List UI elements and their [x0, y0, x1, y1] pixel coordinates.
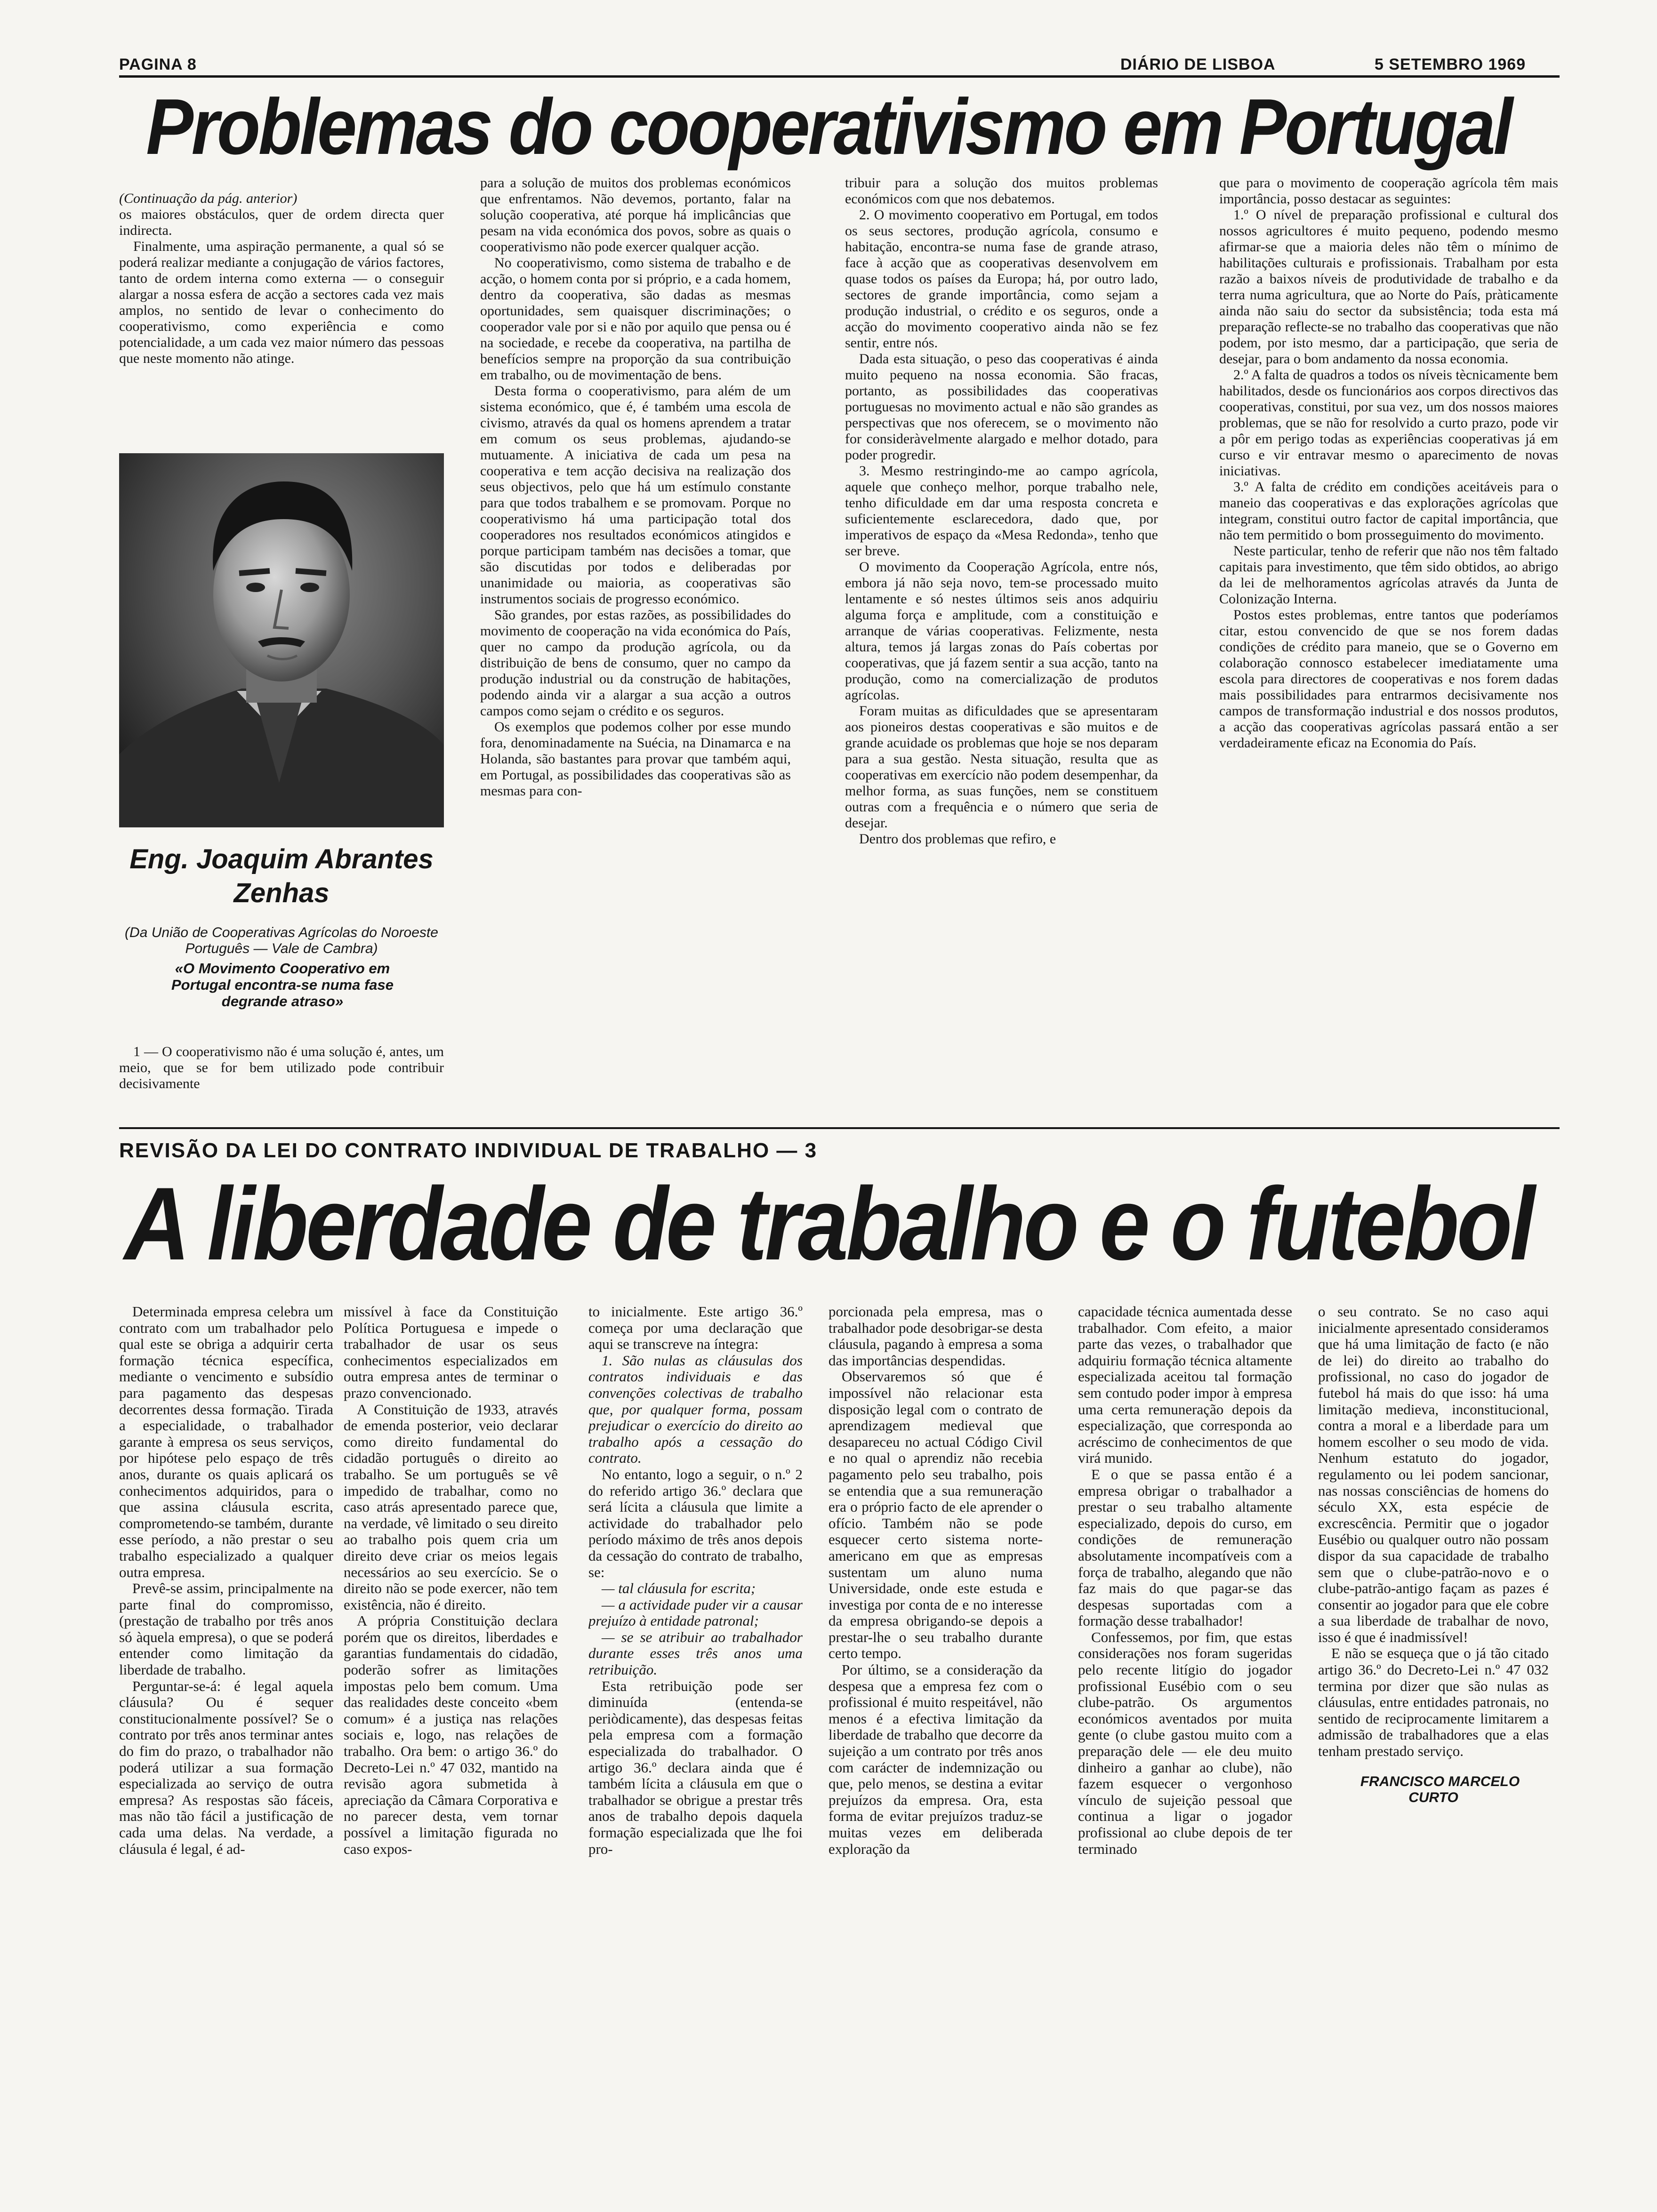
paragraph: Confessemos, por fim, que estas considerações nos foram sugeridas pelo recente litígio do jogador profissional Eusébio com o seu clube-patrão. Os argumentos económicos aventados por muita gente (o clube gastou muito com a preparação dele — ele deu muito dinheiro a ganhar ao clube), não fazem esquecer o vergonhoso vínculo de sujeição pessoal que continua a ligar o jogador profissional ao clube depois de ter terminado [1078, 1628, 1292, 1857]
paragraph: Determinada empresa celebra um contrato com um trabalhador pelo qual este se obriga a adquirir certa formação técnica específica, mediante o vencimento e subsídio para pagamento das despesas decorrentes dessa formação. Tirada a especialidade, o trabalhador garante à empresa os seus serviços, por hipótese pelo espaço de três anos, durante os quais aplicará os conhecimentos adquiridos, para o que assina cláusula escrita, comprometendo-se também, durante esse período, a não prestar o seu trabalho especializado a qualquer outra empresa. [119, 1304, 333, 1580]
paragraph: tribuir para a solução dos muitos problemas económicos com que nos debatemos. [845, 175, 1158, 207]
quote-item: — a actividade puder vir a causar prejuízo à entidade patronal; [588, 1596, 803, 1629]
paragraph: 1 — O cooperativismo não é uma solução é, antes, um meio, que se for bem utilizado pode contribuir decisivamente [119, 1044, 444, 1091]
article2-column-6 [1318, 1304, 1549, 2160]
quote-paragraph: 1. São nulas as cláusulas dos contratos individuais e das convenções colectivas de trabalho que, por qualquer forma, possam prejudicar o exercício do direito ao trabalho após a cessação do contrato. [588, 1352, 803, 1467]
paragraph: o seu contrato. Se no caso aqui inicialmente apresentado consideramos que há uma limitação de facto (e não de lei) do direito ao trabalho do profissional, no caso do jogador de futebol há mais do que isso: há uma limitação medieva, inconstitucional, contra a moral e a liberdade para um homem escolher o seu modo de vida. Nenhum estatuto do jogador, regulamento ou lei podem sancionar, nas nossas consciências de homens do século XX, esta espécie de excrescência. Permitir que o jogador Eusébio ou qualquer outro não possam dispor da sua capacidade de trabalho sem que o clube-patrão-novo e o clube-patrão-antigo façam as pazes é consentir ao jogador para que ele cobre a sua liberdade de trabalhar de novo, isso é que é inadmissível! [1318, 1304, 1549, 1645]
paragraph: Observaremos só que é impossível não relacionar esta disposição legal com o contrato de aprendizagem medieval que desapareceu no actual Código Civil e no qual o aprendiz não recebia pagamento pelo seu trabalho, pois se entendia que a sua remuneração era o próprio facto de ele aprender o ofício. Também não se pode esquecer certo sistema norte-americano em que as empresas sustentam um aluno numa Universidade, onde este estuda e investiga por conta de e no interesse da empresa obrigando-se depois a prestar-lhe o seu trabalho durante certo tempo. [828, 1368, 1043, 1662]
series-heading: REVISÃO DA LEI DO CONTRATO INDIVIDUAL DE TRABALHO — 3 [119, 1139, 818, 1162]
author-portrait-photo [119, 453, 444, 827]
article1-column-1-bottom [119, 1044, 444, 1096]
paragraph: para a solução de muitos dos problemas económicos que enfrentamos. Não devemos, portanto, falar na solução cooperativa, até porque há implicâncias que pesam na vida económica dos povos, sobre as quais o cooperativismo não pode exercer qualquer acção. [480, 175, 791, 255]
paragraph: porcionada pela empresa, mas o trabalhador pode desobrigar-se desta cláusula, pagando à empresa a soma das importâncias despendidas. [828, 1304, 1043, 1369]
paragraph: Por último, se a consideração da despesa que a empresa fez com o profissional é muito respeitável, não menos é a efectiva limitação da liberdade de trabalho que decorre da sujeição a um contrato por três anos com carácter de indemnização ou que, pelo menos, se destina a evitar prejuízos da empresa. Ora, esta forma de evitar prejuízos traduz-se muitas vezes em deliberada exploração da [828, 1661, 1043, 1857]
article1-column-1 [119, 191, 444, 435]
paragraph: Esta retribuição pode ser diminuída (entenda-se periòdicamente), das despesas feitas pela empresa com a formação especializada do trabalhador. O artigo 36.º declara ainda que é também lícita a cláusula em que o trabalhador se obrigue a prestar três anos de trabalho depois daquela formação especializada que lhe foi pro- [588, 1677, 803, 1857]
paragraph: que para o movimento de cooperação agrícola têm mais importância, posso destacar as seguintes: [1219, 175, 1558, 207]
paragraph: São grandes, por estas razões, as possibilidades do movimento de cooperação na vida económica do País, quer no campo da produção agrícola, ou da distribuição de bens de consumo, quer no campo da produção industrial ou da construção de habitações, podendo ainda vir a alargar a sua acção a outros campos como sejam o crédito e os seguros. [480, 607, 791, 719]
article1-column-2 [480, 175, 791, 1098]
quote-item: — se se atribuir ao trabalhador durante esses três anos uma retribuição. [588, 1628, 803, 1678]
paragraph: Perguntar-se-á: é legal aquela cláusula? Ou é sequer constitucionalmente possível? Se o contrato por três anos terminar antes do fim do prazo, o trabalhador não poderá utilizar a sua formação especializada ao serviço de outra empresa? As respostas são fáceis, mas não tão fácil a justificação de cada uma delas. Na verdade, a cláusula é legal, é ad- [119, 1677, 333, 1857]
paragraph: E não se esqueça que o já tão citado artigo 36.º do Decreto-Lei n.º 47 032 termina por dizer que são nulas as cláusulas, entre entidades patronais, no sentido de reciprocamente limitarem a admissão de trabalhadores que a elas tenham prestado serviço. [1318, 1645, 1549, 1760]
paragraph: missível à face da Constituição Política Portuguesa e impede o trabalhador de usar os seus conhecimentos especializados em outra empresa antes de terminar o prazo convencionado. [344, 1304, 558, 1401]
paragraph: Dentro dos problemas que refiro, e [859, 831, 1056, 847]
paragraph: A Constituição de 1933, através de emenda posterior, veio declarar como direito fundamental do cidadão português o direito ao trabalho. Se um português se vê impedido de trabalhar, como no caso atrás apresentado parece que, na verdade, vê limitado o seu direito ao trabalho pois quem cria um direito deve criar os meios legais necessários ao seu exercício. Se o direito não se pode exercer, não tem existência, não é direito. [344, 1401, 558, 1613]
paragraph: Prevê-se assim, principalmente na parte final do compromisso, (prestação de trabalho por três anos só àquela empresa), o que se poderá entender como limitação da liberdade de trabalho. [119, 1580, 333, 1678]
paragraph: Postos estes problemas, entre tantos que poderíamos citar, estou convencido de que se nos forem dadas condições de crédito para maneio, que se o Governo em colaboração connosco estabelecer imediatamente uma escola para directores de cooperativas e nos forem dadas mais possibilidades para entrarmos decisivamente nos campos de transformação industrial e dos nossos produtos, a acção das cooperativas agrícolas passará então a ser verdadeiramente eficaz na Economia do País. [1219, 607, 1558, 751]
author-talk-title: «O Movimento Cooperativo em Portugal encontra-se numa fase degrande atraso» [171, 960, 394, 1010]
article1-title: Problemas do cooperativismo em Portugal [146, 82, 1511, 171]
paragraph: Foram muitas as dificuldades que se apresentaram aos pioneiros destas cooperativas e são muitos e de grande acuidade os problemas que hoje se nos deparam para a sua gestão. Nesta situação, resulta que as cooperativas em exercício não podem desempenhar, da melhor forma, as suas funções, nem se constituem outras com a frequência e o número que seria de desejar. [845, 703, 1158, 831]
portrait-illustration [119, 453, 444, 827]
paragraph: Finalmente, uma aspiração permanente, a qual só se poderá realizar mediante a conjugação de vários factores, tanto de ordem interna como externa — o conseguir alargar a nossa esfera de acção a sectores cada vez mais amplos, no sentido de levar o conhecimento do cooperativismo, como experiência e como potencialidade, a um cada vez maior número das pessoas que neste momento não atinge. [119, 239, 444, 366]
paragraph: No entanto, logo a seguir, o n.º 2 do referido artigo 36.º declara que será lícita a cláusula que limite a actividade do trabalhador pelo período máximo de três anos depois da cessação do contrato de trabalho, se: [588, 1466, 803, 1580]
paragraph: 3. Mesmo restringindo-me ao campo agrícola, aquele que conheço melhor, porque trabalho nele, tenho dificuldade em dar uma resposta concreta e suficientemente esclarecedora, dado que, por imperativos de espaço da «Mesa Redonda», tenho que ser breve. [845, 463, 1158, 559]
newspaper-name: DIÁRIO DE LISBOA [1120, 56, 1276, 73]
paragraph: 3.º A falta de crédito em condições aceitáveis para o maneio das cooperativas e das explorações agrícolas que integram, constitui outro factor de capital importância, que não tem permitido o bom prosseguimento do movimento. [1219, 479, 1558, 543]
author-name: Eng. Joaquim Abrantes Zenhas [129, 844, 434, 908]
paragraph: A própria Constituição declara porém que os direitos, liberdades e garantias fundamentais do cidadão, poderão sofrer as limitações impostas pelo bem comum. Uma das realidades deste conceito «bem comum» é a justiça nas relações sociais e, logo, nas relações de trabalho. Ora bem: o artigo 36.º do Decreto-Lei n.º 47 032, mantido na revisão agora submetida à apreciação da Câmara Corporativa e no parecer desta, vem tornar possível a limitação figurada no caso expos- [344, 1612, 558, 1857]
article2-column-1 [119, 1304, 333, 2160]
paragraph: E o que se passa então é a empresa obrigar o trabalhador a prestar o seu trabalho altamente especializado, depois do curso, em condições de remuneração absolutamente incompatíveis com a força de trabalho, alegando que não faz mais do que pagar-se das despesas suportadas com a formação desse trabalhador! [1078, 1466, 1292, 1629]
section-divider [119, 1127, 1560, 1129]
paragraph: 2. O movimento cooperativo em Portugal, em todos os seus sectores, produção agrícola, consumo e habitação, encontra-se numa fase de grande atraso, face à acção que as cooperativas desenvolvem em quase todos os países da Europa; há, por outro lado, sectores de grande importância, como sejam a produção industrial, o crédito e os seguros, onde a acção do movimento cooperativo ainda não se fez sentir, entre nós. [845, 207, 1158, 351]
paragraph: to inicialmente. Este artigo 36.º começa por uma declaração que aqui se transcreve na íntegra: [588, 1304, 803, 1353]
article2-column-4 [828, 1304, 1043, 2160]
article2-title: A liberdade de trabalho e o futebol [124, 1166, 1533, 1282]
article1-column-3 [845, 175, 1158, 1098]
paragraph: 2.º A falta de quadros a todos os níveis tècnicamente bem habilitados, desde os funcionários aos corpos directivos das cooperativas, constitui, por sua vez, um dos nossos maiores problemas, que se não for resolvido a curto prazo, pode vir a pôr em perigo todas as experiências cooperativas já em curso e vir entravar mesmo o aparecimento de novas iniciativas. [1219, 367, 1558, 479]
article2-column-3 [588, 1304, 803, 2160]
continuation-note: (Continuação da pág. anterior) [119, 191, 298, 206]
article1-column-4 [1219, 175, 1558, 1098]
paragraph: Desta forma o cooperativismo, para além de um sistema económico, que é, é também uma escola de civismo, através da qual os homens aprendem a tratar em comum os seus problemas, ajudando-se mutuamente. A iniciativa de cada um pesa na cooperativa e tem acção decisiva na realização dos seus objectivos, pelo que há um estímulo constante para que todos trabalhem e se promovam. Porque no cooperativismo há uma participação total dos cooperadores nos resultados económicos atingidos e porque participam também nas decisões a tomar, que são discutidas por todos e deliberadas por unanimidade ou maioria, as cooperativas são instrumentos sociais de progresso económico. [480, 383, 791, 607]
issue-date: 5 SETEMBRO 1969 [1375, 56, 1526, 73]
paragraph: 1.º O nível de preparação profissional e cultural dos nossos agricultores é muito pequeno, podendo mesmo afirmar-se que a maioria deles não têm o mínimo de habilitações culturais e profissionais. Trabalham por esta razão a baixos níveis de produtividade de trabalho e da terra numa agricultura, que ao Norte do País, pràticamente ainda não saiu do sector da subsistência; toda esta má preparação reflecte-se no trabalho das cooperativas que não podem, por isto mesmo, dar a participação, que seria de desejar, para o bom andamento da nossa economia. [1219, 207, 1558, 367]
article2-column-2 [344, 1304, 558, 2160]
article2-column-5 [1078, 1304, 1292, 2160]
paragraph: Os exemplos que podemos colher por esse mundo fora, denominadamente na Suécia, na Dinamarca e na Holanda, são bastantes para provar que também aqui, em Portugal, as possibilidades das cooperativas são as mesmas para con- [480, 719, 791, 799]
paragraph: os maiores obstáculos, quer de ordem directa quer indirecta. [119, 207, 444, 238]
paragraph: Dada esta situação, o peso das cooperativas é ainda muito pequeno na nossa economia. São fracas, portanto, as possibilidades das cooperativas portuguesas no movimento actual e não são grandes as perspectivas que nos oferecem, se o movimento não for consideràvelmente alargado e melhor dotado, para poder progredir. [845, 351, 1158, 463]
paragraph: No cooperativismo, como sistema de trabalho e de acção, o homem conta por si próprio, e a cada homem, dentro da cooperativa, são dadas as mesmas oportunidades, sem quaisquer discriminações; o cooperador vale por si e não por aquilo que pensa ou é na sociedade, e recebe da cooperativa, na partilha de benefícios sempre na proporção da sua contribuição em trabalho, ou de movimentação de bens. [480, 255, 791, 383]
paragraph: O movimento da Cooperação Agrícola, entre nós, embora já não seja novo, tem-se processado muito lentamente e só nestes últimos seis anos adquiriu alguma força e amplitude, com a constituição e arranque de várias cooperativas. Felizmente, nesta altura, temos já largas zonas do País cobertas por cooperativas, que já fazem sentir a sua acção, tanto na produção, como na comercialização de produtos agrícolas. [845, 559, 1158, 703]
header-rule [119, 75, 1560, 78]
author-affiliation: (Da União de Cooperativas Agrícolas do Noroeste Português — Vale de Cambra) [125, 925, 438, 956]
page-number: PAGINA 8 [119, 56, 197, 73]
quote-item: — tal cláusula for escrita; [602, 1580, 756, 1597]
author-signature: FRANCISCO MARCELO CURTO [1360, 1773, 1520, 1805]
paragraph: Neste particular, tenho de referir que não nos têm faltado capitais para investimento, que têm sido obtidos, ao abrigo da lei de melhoramentos agrícolas através da Junta de Colonização Interna. [1219, 543, 1558, 607]
paragraph: capacidade técnica aumentada desse trabalhador. Com efeito, a maior parte das vezes, o trabalhador que adquiriu formação técnica altamente especializada aceitou tal formação sem contudo poder impor à empresa uma certa remuneração depois da especialização, que corresponda ao acréscimo de conhecimentos de que virá munido. [1078, 1304, 1292, 1467]
